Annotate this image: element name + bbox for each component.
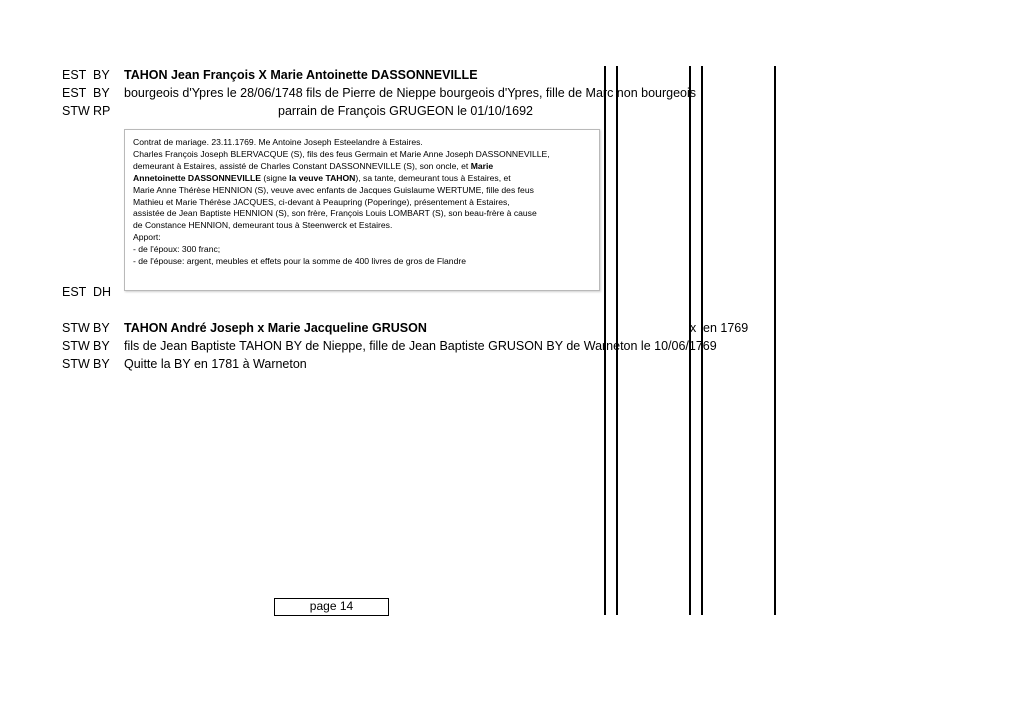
place-code: STW xyxy=(62,104,90,118)
record-text: parrain de François GRUGEON le 01/10/1692 xyxy=(278,104,533,118)
note-text: demeurant à Estaires, assisté de Charles Constant DASSONNEVILLE (S), son oncle, et xyxy=(133,160,471,171)
note-line: - de l'épouse: argent, meubles et effets pour la somme de 400 livres de gros de Flandre xyxy=(133,256,467,267)
place-code: STW xyxy=(62,321,90,335)
note-bold-text: Annetoinette DASSONNEVILLE xyxy=(133,172,261,183)
note-line: Contrat de mariage. 23.11.1769. Me Antoine Joseph Esteelandre à Estaires. xyxy=(133,137,423,147)
note-line: de Constance HENNION, demeurant tous à Steenwerck et Estaires. xyxy=(133,220,393,231)
record-text: fils de Jean Baptiste TAHON BY de Nieppe, fille de Jean Baptiste GRUSON BY de Warneton le 10/06/1769 xyxy=(124,339,717,353)
record-text: TAHON André Joseph x Marie Jacqueline GRUSON xyxy=(124,321,427,335)
marriage-contract-note xyxy=(124,129,600,291)
note-line: Apport: xyxy=(133,232,161,243)
status-code: BY xyxy=(93,357,110,371)
status-code: BY xyxy=(93,321,110,335)
record-text: bourgeois d'Ypres le 28/06/1748 fils de Pierre de Nieppe bourgeois d'Ypres, fille de Marc non bourgeois xyxy=(124,86,697,100)
marriage-mark: x xyxy=(690,321,697,335)
note-line: Marie Anne Thérèse HENNION (S), veuve avec enfants de Jacques Guislaume WERTUME, fille des feus xyxy=(133,184,534,195)
status-code: BY xyxy=(93,86,110,100)
note-bold-text: Marie xyxy=(470,160,494,171)
status-code: RP xyxy=(93,104,111,118)
record-text: Quitte la BY en 1781 à Warneton xyxy=(124,357,307,371)
place-code: EST xyxy=(62,68,87,82)
note-line xyxy=(133,173,593,185)
note-line xyxy=(133,161,593,173)
status-code: BY xyxy=(93,68,110,82)
place-code: STW xyxy=(62,357,90,371)
note-line: Mathieu et Marie Thérèse JACQUES, ci-devant à Peaupring (Poperinge), présentement à Estaires, xyxy=(133,196,510,207)
page-number: page 14 xyxy=(274,598,389,616)
marriage-year: en 1769 xyxy=(703,321,749,335)
column-rule xyxy=(774,66,776,615)
status-code: DH xyxy=(93,285,112,299)
note-text: (signe xyxy=(260,172,290,183)
note-line: assistée de Jean Baptiste HENNION (S), son frère, François Louis LOMBART (S), son beau-frère à cause xyxy=(133,208,537,219)
place-code: STW xyxy=(62,339,90,353)
status-code: BY xyxy=(93,339,110,353)
record-text: TAHON Jean François X Marie Antoinette DASSONNEVILLE xyxy=(124,68,478,82)
note-line: - de l'époux: 300 franc; xyxy=(133,244,221,255)
note-bold-text: la veuve TAHON xyxy=(289,172,356,183)
note-line: Charles François Joseph BLERVACQUE (S), fils des feus Germain et Marie Anne Joseph DASSONNEVILLE, xyxy=(133,148,550,159)
place-code: EST xyxy=(62,86,87,100)
place-code: EST xyxy=(62,285,87,299)
note-text: ), sa tante, demeurant tous à Estaires, et xyxy=(355,172,511,183)
